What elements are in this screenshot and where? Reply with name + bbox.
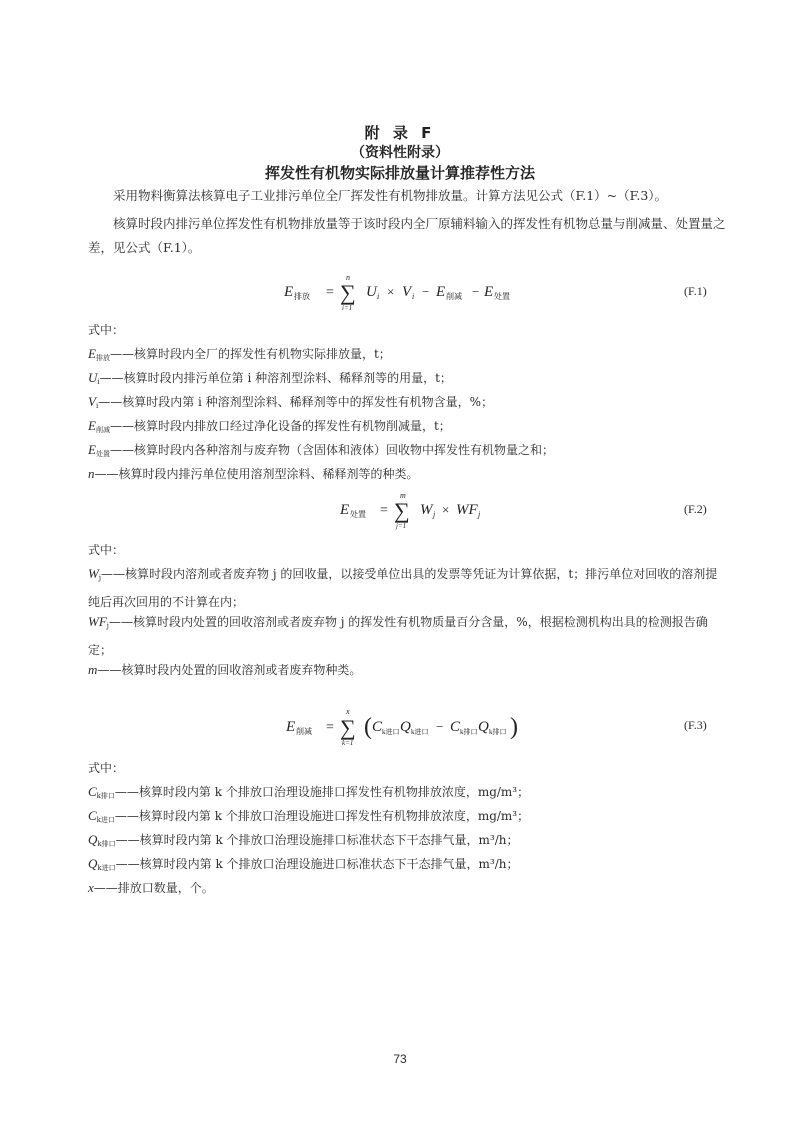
eq3-lhs: E [286,719,296,735]
eq3-lhs-sub: 削减 [296,727,312,736]
eq1-times: × [387,284,395,299]
eq1-term2-sub: i [412,292,415,301]
eq1-minus-2: − [472,284,480,299]
eq3-c2: C [450,719,461,735]
eq2-times: × [442,502,450,517]
eq3-q2: Q [478,719,489,735]
eq3-sum-top: x [346,707,350,716]
eq1-sigma: ∑ [340,280,356,305]
eq3-q1-sub: k进口 [411,728,429,736]
eq1-lhs: E [284,284,294,300]
eq2-term1: W [420,502,433,518]
eq3-open-paren: ( [364,714,372,740]
eq2-sum-top: m [400,491,406,500]
eq1-term3-sub: 削减 [446,292,462,301]
where3-item: $Q_{k排口}——$核算时段内第 k 个排放口治理设施排口标准状态下干态排气量，m³/h； [88,832,519,848]
eq1-term2: V [402,284,412,300]
eq1-sum-bottom: i=1 [342,304,353,312]
eq1-term4-sub: 处置 [494,292,510,301]
intro-paragraph-1: 采用物料衡算法核算电子工业排污单位全厂挥发性有机物排放量。计算方法见公式（F.1）~（F.3）。 [113,188,668,203]
eq3-sum-bottom: k=1 [342,739,354,747]
eq2-sigma: ∑ [394,498,410,523]
appendix-subtitle: （资料性附录） [351,145,449,161]
where3-item: $C_{k排口}——$核算时段内第 k 个排放口治理设施排口挥发性有机物排放浓度，mg/m³； [88,784,530,800]
equation-f3-number: (F.3) [684,718,707,732]
appendix-heading: 挥发性有机物实际排放量计算推荐性方法 [264,164,535,182]
eq3-c1: C [372,719,383,735]
eq3-equals: = [326,720,334,735]
eq1-minus-1: − [422,284,430,299]
eq2-term2: WF [456,502,478,518]
eq1-term1-sub: i [377,292,380,301]
eq3-q2-sub: k排口 [489,728,507,736]
eq3-sigma: ∑ [340,715,356,740]
eq3-minus: − [436,719,444,734]
where1-item: n——核算时段内排污单位使用溶剂型涂料、稀释剂等的种类。 [88,466,419,481]
eq3-c2-sub: k排口 [460,728,478,736]
eq3-c1-sub: k进口 [382,728,400,736]
equation-f1-number: (F.1) [684,284,707,298]
where1-label: 式中： [88,323,125,337]
where3-item: $C_{k进口}——$核算时段内第 k 个排放口治理设施进口挥发性有机物排放浓度，mg/m³； [88,808,530,824]
where1-item: $E_{排放}——$核算时段内全厂的挥发性有机物实际排放量，t； [88,346,391,362]
where3-item: $Q_{k进口}——$核算时段内第 k 个排放口治理设施进口标准状态下干态排气量，m³/h； [88,856,519,872]
where2-item: $W_j——$核算时段内溶剂或者废弃物 j 的回收量，以接受单位出具的发票等凭证为计算依据，t；排污单位对回收的溶剂提纯后再次回用的不计算在内； [88,566,718,609]
page-number: 73 [393,1052,407,1066]
where1-item: $E_{处置}——$核算时段内各种溶剂与废弃物（含固体和液体）回收物中挥发性有机物量之和； [88,442,554,458]
where2-item: m——核算时段内处置的回收溶剂或者废弃物种类。 [88,662,362,677]
eq1-term4: E [484,284,494,300]
where1-item: $V_i——$核算时段内第 i 种溶剂型涂料、稀释剂等中的挥发性有机物含量，%； [88,394,494,410]
where1-item: $U_i——$核算时段内排污单位第 i 种溶剂型涂料、稀释剂等的用量，t； [88,370,452,386]
eq1-lhs-sub: 排放 [294,292,310,301]
eq1-term3: E [436,284,446,300]
where2-label: 式中： [88,543,125,557]
equation-f2 [326,486,526,534]
eq2-term2-sub: j [478,510,481,519]
eq1-sum-top: n [346,273,350,282]
eq1-equals: = [326,285,334,300]
where3-item: x——排放口数量，个。 [88,880,214,895]
where2-item: $WF_j——$核算时段内处置的回收溶剂或者废弃物 j 的挥发性有机物质量百分含量，%，根据检测机构出具的检测报告确定； [88,614,708,657]
eq2-term1-sub: j [433,510,436,519]
eq2-lhs-sub: 处置 [350,510,366,519]
appendix-title: 附 录 F [364,124,436,142]
equation-f1 [270,266,570,314]
equation-f2-number: (F.2) [684,502,707,516]
eq1-term1: U [366,284,377,300]
intro-paragraph-2: 核算时段内排污单位挥发性有机物排放量等于该时段内全厂原辅料输入的挥发性有机物总量与削减量、处置量之差，见公式（F.1）。 [88,216,726,255]
where3-label: 式中： [88,761,125,775]
where1-item: $E_{削减}——$核算时段内排放口经过净化设备的挥发性有机物削减量，t； [88,418,451,434]
eq2-sum-bottom: j=1 [396,522,407,530]
equation-f3 [276,700,576,750]
eq3-close-paren: ) [510,714,518,740]
eq2-equals: = [380,503,388,518]
eq2-lhs: E [340,502,350,518]
eq3-q1: Q [400,719,411,735]
